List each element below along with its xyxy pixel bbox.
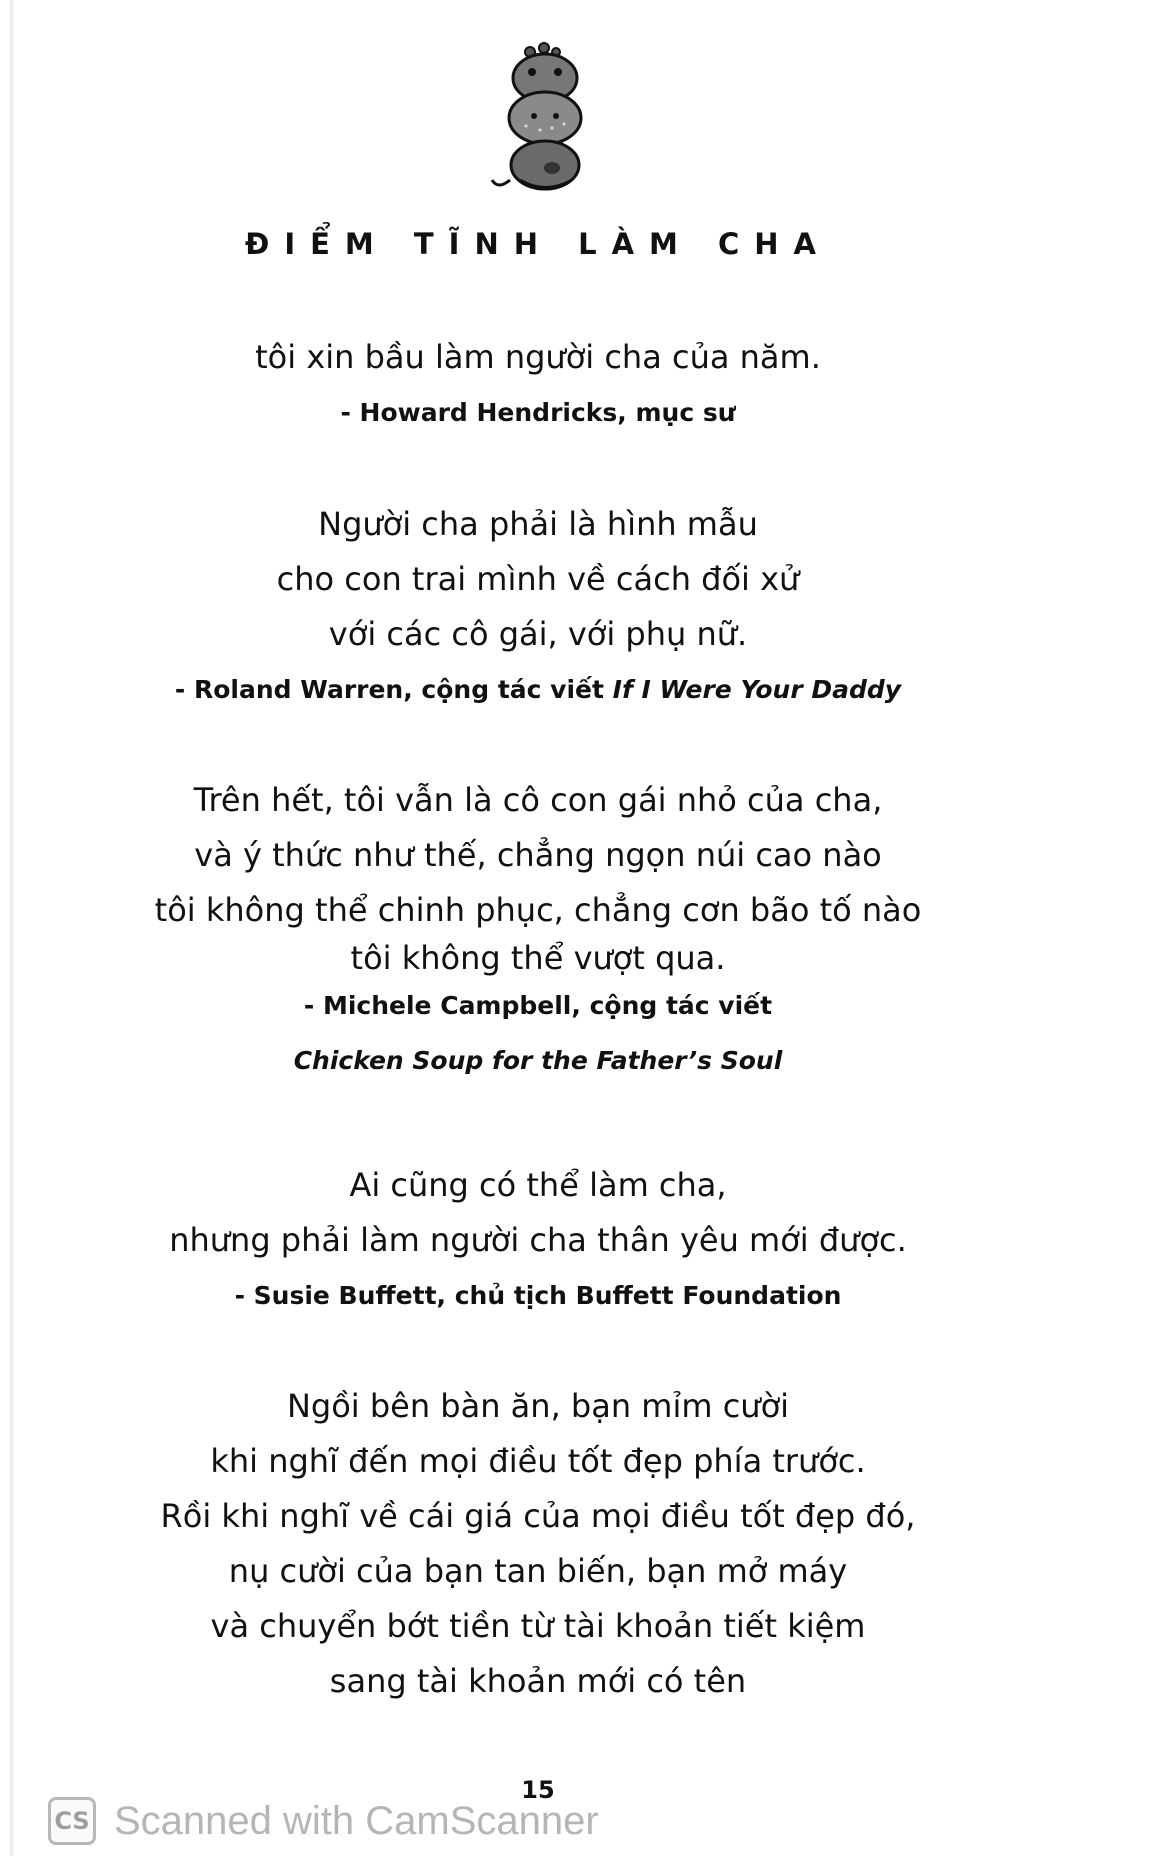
quote-attribution: - Howard Hendricks, mục sư: [340, 398, 736, 427]
camscanner-logo-icon: CS: [48, 1797, 96, 1845]
attribution-author: - Roland Warren, cộng tác viết: [174, 675, 613, 704]
quote-line: Ai cũng có thể làm cha,: [349, 1166, 727, 1204]
quote-line: sang tài khoản mới có tên: [329, 1662, 747, 1700]
quote-attribution: [0, 662, 1076, 717]
quote-2: [0, 497, 1076, 717]
attribution-book-title: Chicken Soup for the Father’s Soul: [293, 1046, 783, 1075]
quote-line: Rồi khi nghĩ về cái giá của mọi điều tốt đẹp đó,: [160, 1497, 916, 1535]
quote-line: với các cô gái, với phụ nữ.: [328, 615, 748, 653]
quote-line: tôi không thể chinh phục, chẳng cơn bão tố nào: [154, 891, 922, 929]
quote-line: cho con trai mình về cách đối xử: [276, 560, 800, 598]
quote-line: và ý thức như thế, chẳng ngọn núi cao nào: [194, 836, 882, 874]
quote-line: tôi xin bầu làm người cha của năm.: [255, 338, 821, 376]
quote-attribution: - Michele Campbell, cộng tác viết: [303, 991, 773, 1020]
page-header: ĐIỂM TĨNH LÀM CHA: [245, 227, 831, 261]
page-number: 15: [521, 1776, 555, 1804]
hippo-mascot-icon: [490, 40, 600, 195]
quote-4: [0, 1158, 1076, 1323]
quote-3: [0, 773, 1076, 1088]
quote-line: nhưng phải làm người cha thân yêu mới được.: [169, 1221, 907, 1259]
quote-line: nụ cười của bạn tan biến, bạn mở máy: [228, 1552, 848, 1590]
quote-attribution-title: [0, 1033, 1076, 1088]
quote-line: khi nghĩ đến mọi điều tốt đẹp phía trước.: [210, 1442, 866, 1480]
camscanner-watermark: Scanned with CamScanner: [114, 1799, 599, 1843]
quote-line: Người cha phải là hình mẫu: [318, 505, 758, 543]
quote-line: Ngồi bên bàn ăn, bạn mỉm cười: [286, 1387, 790, 1425]
attribution-book-title: If I Were Your Daddy: [612, 675, 902, 704]
quote-line: và chuyển bớt tiền từ tài khoản tiết kiệm: [210, 1607, 866, 1645]
quote-1: [0, 330, 1076, 440]
quote-5: [0, 1379, 1076, 1709]
quote-line: Trên hết, tôi vẫn là cô con gái nhỏ của cha,: [193, 781, 883, 819]
quote-line: tôi không thể vượt qua.: [350, 939, 726, 977]
quote-attribution: - Susie Buffett, chủ tịch Buffett Foundation: [234, 1281, 842, 1310]
